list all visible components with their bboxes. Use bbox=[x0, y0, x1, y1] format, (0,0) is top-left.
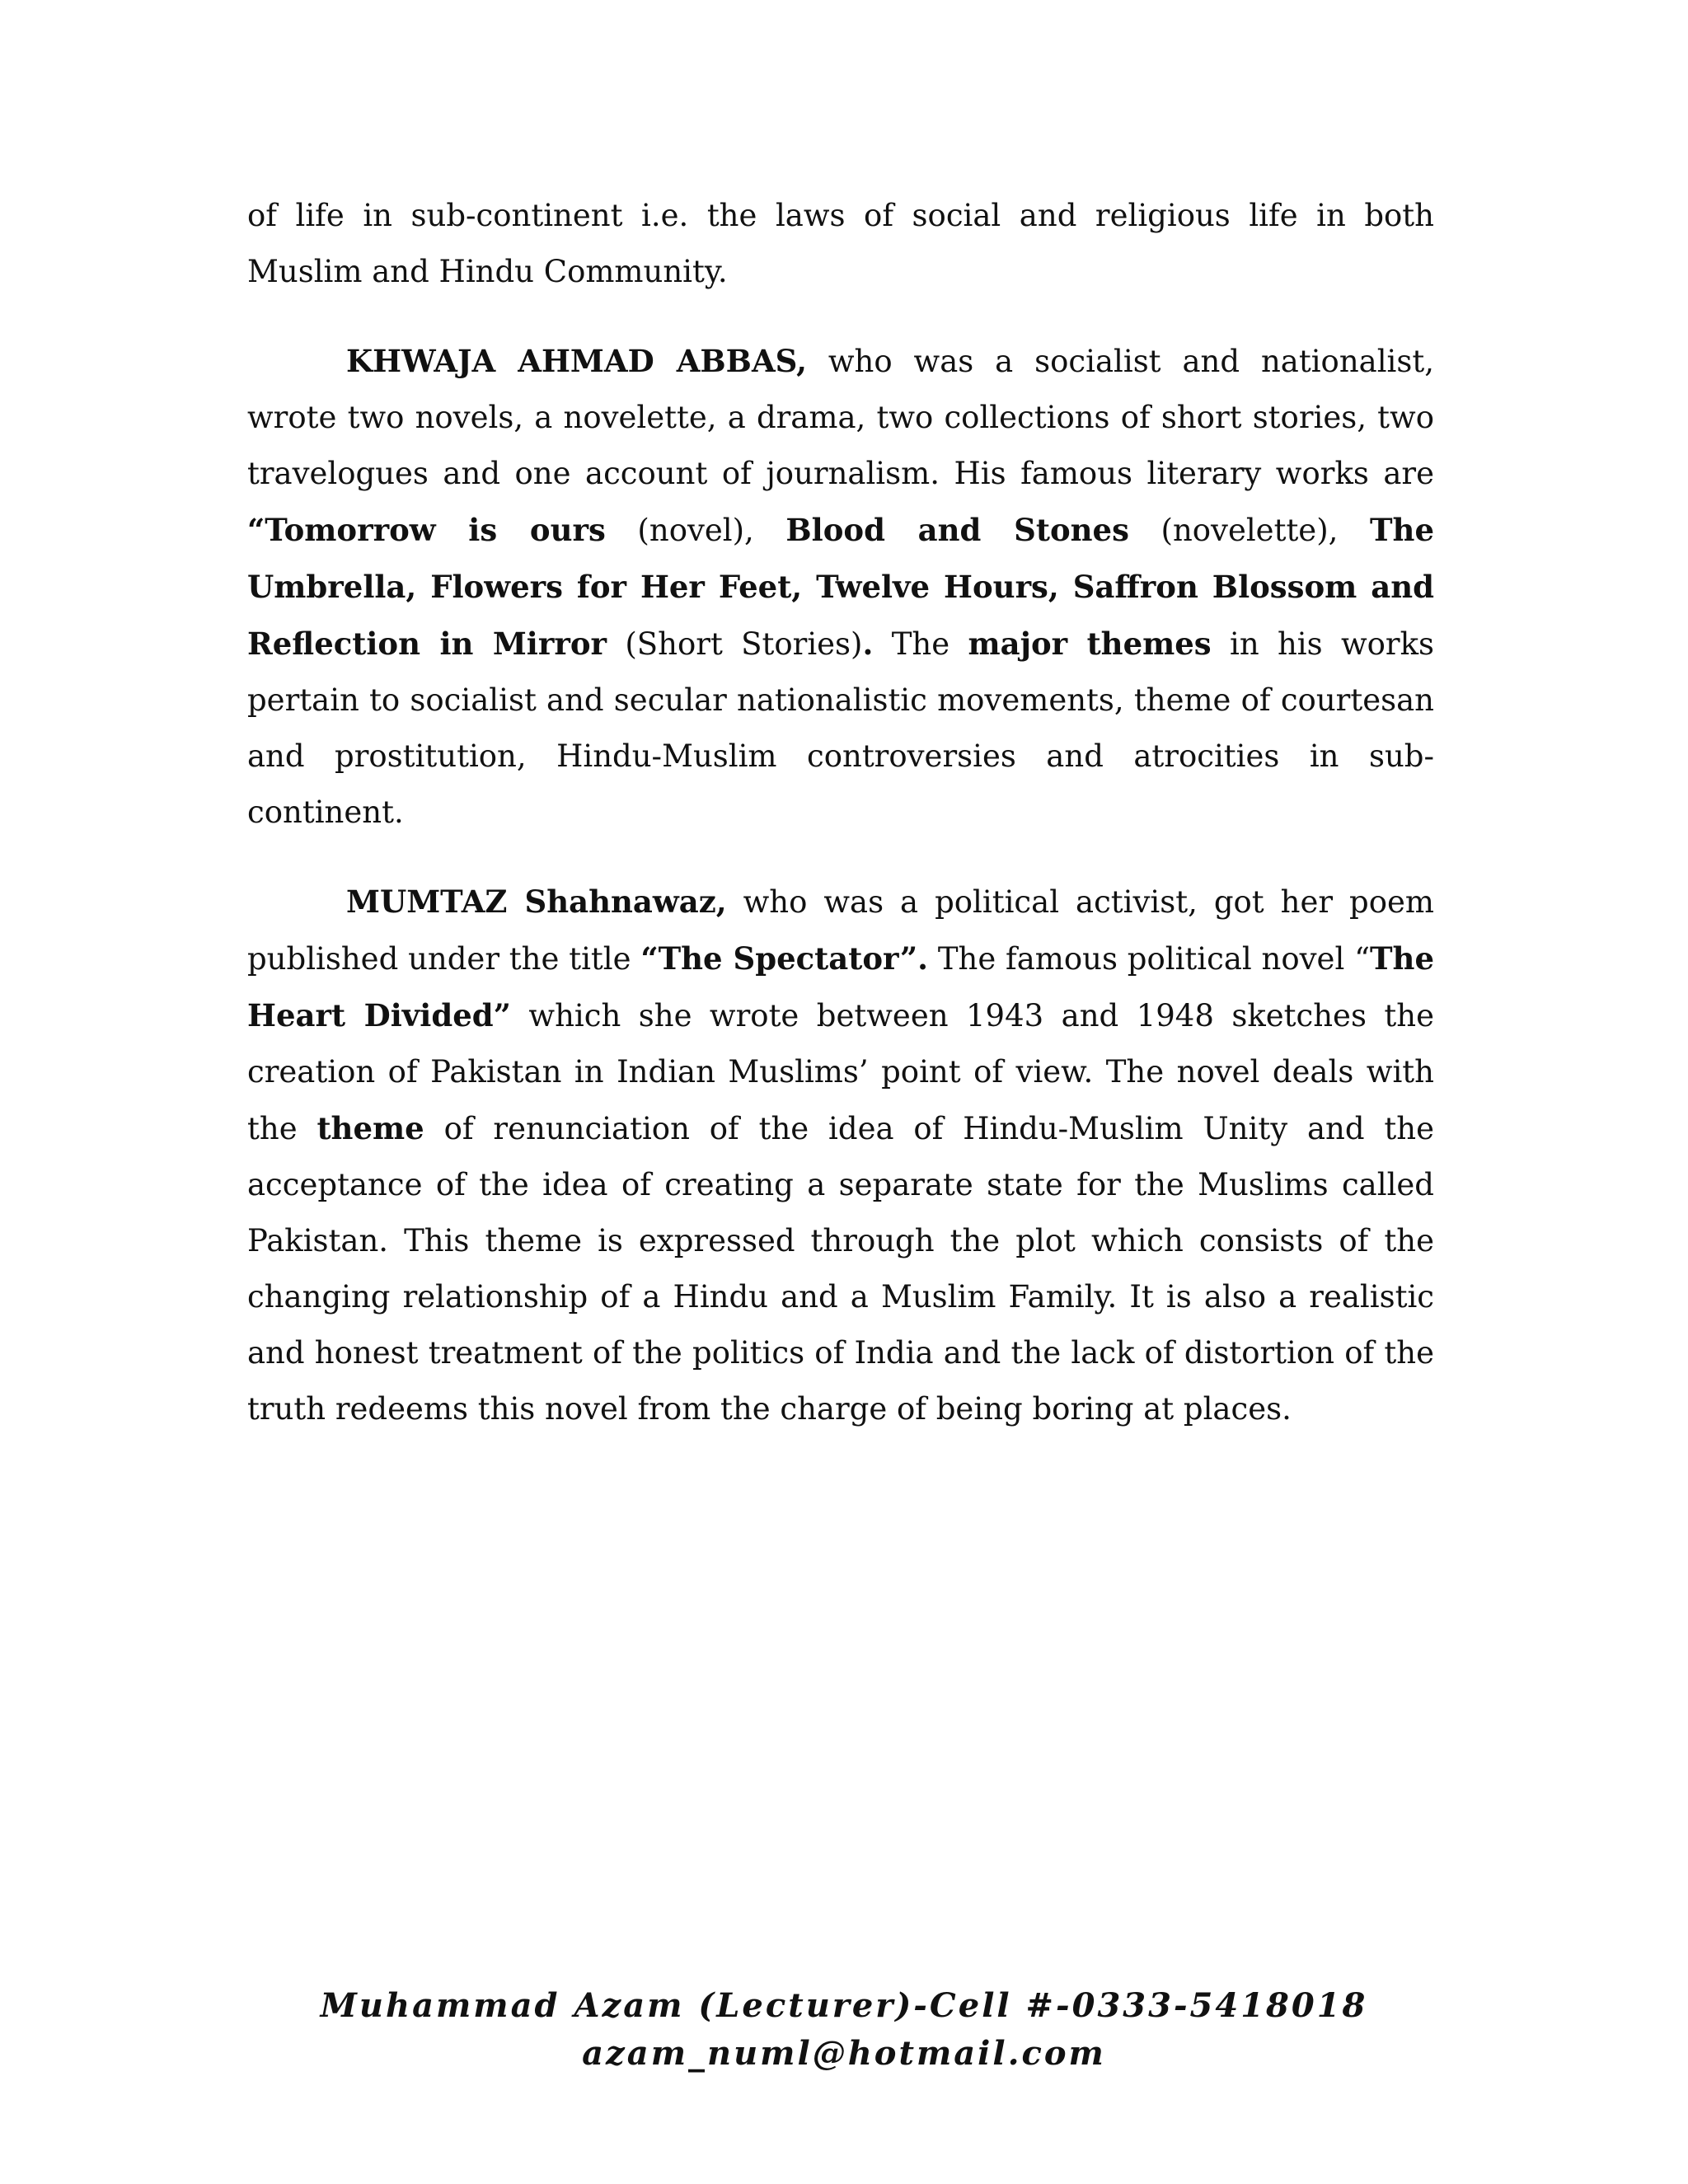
paragraph-text: of renunciation of the idea of Hindu-Muslim Unity and the acceptance of the idea of creating a separate state for the Muslims called Pakistan. This theme is expressed through the plot which consists of the changing relationship of a Hindu and a Muslim Family. It is also a realistic and honest treatment of the politics of India and the lack of distortion of the truth redeems this novel from the charge of being boring at places. bbox=[247, 1111, 1434, 1427]
paragraph-1-text: of life in sub-continent i.e. the laws of social and religious life in both Muslim and Hindu Community. bbox=[247, 198, 1434, 289]
paragraph-text: The bbox=[873, 626, 968, 662]
work-title: Blood and Stones bbox=[785, 512, 1129, 548]
footer-author-line: Muhammad Azam (Lecturer)-Cell #-0333-5418018 bbox=[320, 1986, 1368, 2025]
work-title: “Tomorrow is ours bbox=[247, 512, 606, 548]
work-title: The Heart Divided” bbox=[247, 940, 1434, 1033]
emphasis: theme bbox=[316, 1110, 424, 1146]
page-footer bbox=[0, 1982, 1688, 2078]
paragraph-text: (Short Stories) bbox=[607, 626, 863, 662]
paragraph-text: (novel), bbox=[605, 513, 786, 548]
paragraph-text: which she wrote between 1943 and 1948 sketches the creation of Pakistan in Indian Muslims’ point of view. The novel deals with the bbox=[247, 998, 1435, 1146]
paragraph-text: who was a political activist, got her poem published under the title bbox=[247, 884, 1434, 977]
paragraph-khwaja-ahmad-abbas bbox=[247, 333, 1434, 841]
emphasis: major themes bbox=[968, 626, 1212, 662]
paragraph-text: in his works pertain to socialist and secular nationalistic movements, theme of courtesan and prostitution, Hindu-Muslim controversies and atrocities in sub-continent. bbox=[247, 626, 1435, 830]
paragraph-text: . bbox=[862, 626, 874, 662]
author-name: KHWAJA AHMAD ABBAS, bbox=[346, 343, 807, 379]
work-title: The Umbrella, Flowers for Her Feet, Twelve Hours, Saffron Blossom and Reflection in Mirror bbox=[247, 512, 1434, 662]
paragraph-text: (novelette), bbox=[1128, 513, 1371, 548]
body-text bbox=[247, 188, 1434, 1437]
paragraph-text: who was a socialist and nationalist, wrote two novels, a novelette, a drama, two collections of short stories, two travelogues and one account of journalism. His famous literary works are bbox=[247, 344, 1434, 491]
paragraph-text: The famous political novel “ bbox=[928, 941, 1371, 977]
paragraph-mumtaz-shahnawaz bbox=[247, 874, 1434, 1437]
work-title: “The Spectator”. bbox=[640, 940, 929, 977]
footer-email: azam_numl@hotmail.com bbox=[582, 2034, 1106, 2073]
paragraph-1 bbox=[247, 188, 1434, 300]
author-name: MUMTAZ Shahnawaz, bbox=[346, 883, 727, 920]
